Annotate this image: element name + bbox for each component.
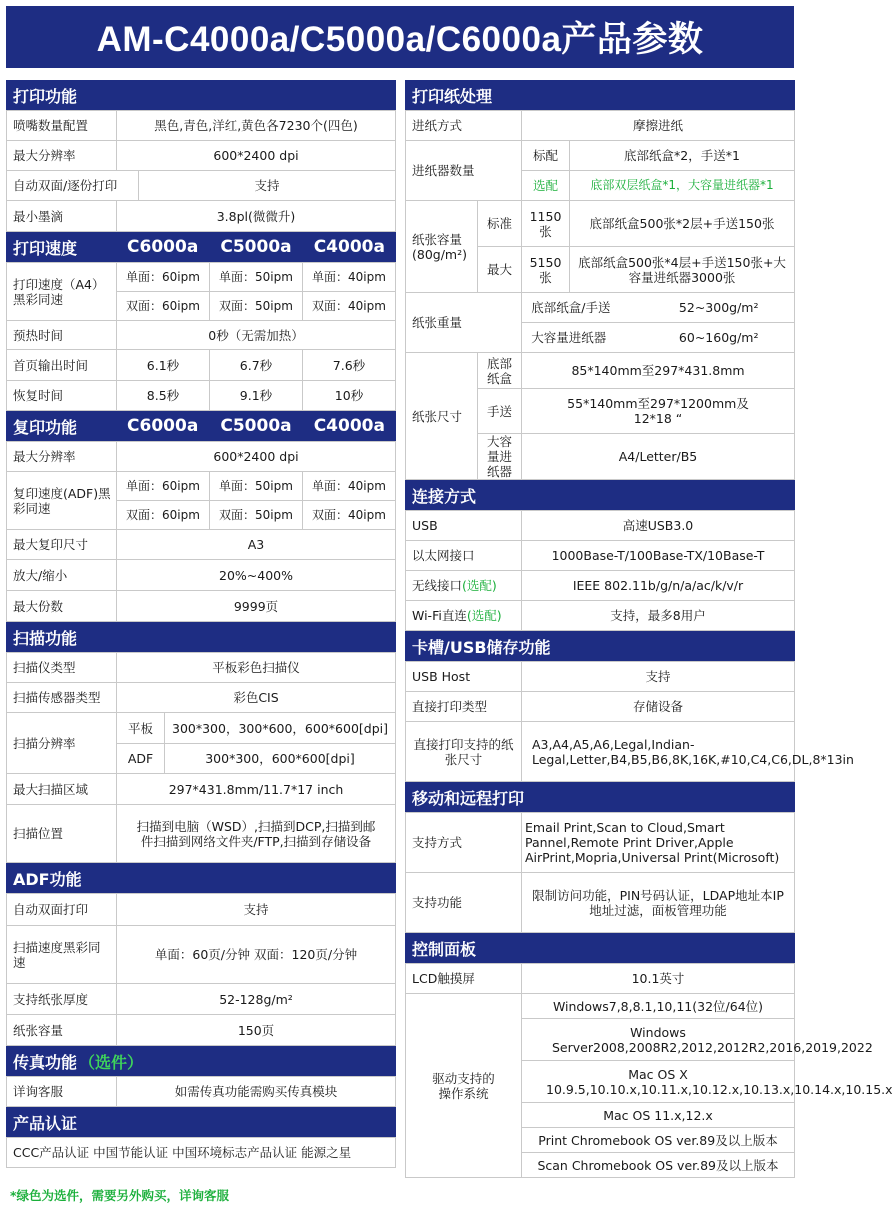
section-header-cert: 产品认证: [6, 1107, 396, 1137]
sub-label: ADF: [117, 744, 165, 774]
paper-table: [405, 110, 795, 480]
label: 最小墨滴: [7, 201, 117, 232]
sub-label: 底部纸盒: [478, 353, 522, 389]
label: 复印速度(ADF)黑彩同速: [7, 472, 117, 530]
cell: 8.5秒: [117, 381, 210, 411]
optional-note: (选配): [466, 608, 502, 623]
label: 扫描仪类型: [7, 653, 117, 683]
value: 85*140mm至297*431.8mm: [522, 353, 795, 389]
value: 10.1英寸: [522, 964, 795, 994]
value: 底部纸盒*2，手送*1: [570, 141, 795, 171]
label: 支持纸张厚度: [7, 984, 117, 1015]
optional-note: (选配): [462, 578, 497, 593]
cell: 双面：50ipm: [210, 501, 303, 530]
cell: 单面：40ipm: [303, 263, 396, 292]
cert-table: [6, 1137, 396, 1168]
cell: 单面：50ipm: [210, 263, 303, 292]
section-header-paper: 打印纸处理: [405, 80, 795, 110]
value: 高速USB3.0: [522, 511, 795, 541]
os-item: Mac OS 11.x,12.x: [522, 1103, 795, 1128]
label-text: 无线接口: [412, 578, 463, 593]
label: 自动双面打印: [7, 894, 117, 926]
fax-table: [6, 1076, 396, 1107]
label: 纸张容量(80g/m²): [406, 201, 478, 293]
value: 支持: [139, 171, 396, 201]
weight-source: 大容量进纸器: [531, 330, 607, 345]
cell: 双面：40ipm: [303, 501, 396, 530]
cell: 单面：60ipm: [117, 472, 210, 501]
value: 扫描到电脑（WSD）,扫描到DCP,扫描到邮件扫描到网络文件夹/FTP,扫描到存储设备: [117, 805, 396, 863]
section-header-copy: [6, 411, 396, 441]
value: 9999页: [117, 591, 396, 622]
value: 支持，最多8用户: [522, 601, 795, 631]
cell: 9.1秒: [210, 381, 303, 411]
label: 最大扫描区域: [7, 774, 117, 805]
section-header-print: 打印功能: [6, 80, 396, 110]
label: 直接打印类型: [406, 692, 522, 722]
cell: 7.6秒: [303, 350, 396, 381]
label: 首页输出时间: [7, 350, 117, 381]
header-title: 传真功能: [13, 1052, 78, 1072]
value: 彩色CIS: [117, 683, 396, 713]
value: 限制访问功能，PIN号码认证，LDAP地址本IP地址过滤，面板管理功能: [522, 873, 795, 933]
label: 扫描速度黑彩同速: [7, 926, 117, 984]
value: A3,A4,A5,A6,Legal,Indian-Legal,Letter,B4,B5,B6,8K,16K,#10,C4,C6,DL,8*13in: [522, 722, 795, 782]
print-table: [6, 110, 396, 232]
label: 自动双面/逐份打印: [7, 171, 139, 201]
value: 底部纸盒500张*2层+手送150张: [570, 201, 795, 247]
label: 纸张容量: [7, 1015, 117, 1046]
label: 以太网接口: [406, 541, 522, 571]
weight-source: 底部纸盒/手送: [531, 300, 611, 315]
mobile-table: [405, 812, 795, 933]
card-table: [405, 661, 854, 782]
value: 1000Base-T/100Base-TX/10Base-T: [522, 541, 795, 571]
sub-label: 最大: [478, 247, 522, 293]
value: 300*300，600*600[dpi]: [165, 744, 396, 774]
label: 最大分辨率: [7, 442, 117, 472]
label: 详询客服: [7, 1077, 117, 1107]
label: 最大份数: [7, 591, 117, 622]
section-header-card: 卡槽/USB储存功能: [405, 631, 795, 661]
header-title: 复印功能: [13, 417, 78, 437]
cell: 10秒: [303, 381, 396, 411]
value: IEEE 802.11b/g/n/a/ac/k/v/r: [522, 571, 795, 601]
sub-label: 手送: [478, 389, 522, 434]
value: A3: [117, 530, 396, 560]
value: 平板彩色扫描仪: [117, 653, 396, 683]
section-header-panel: 控制面板: [405, 933, 795, 963]
cell: 双面：60ipm: [117, 292, 210, 321]
label: 扫描分辨率: [7, 713, 117, 774]
sub-label: 平板: [117, 713, 165, 744]
sub-label: 选配: [522, 171, 570, 201]
model-c5000a: C5000a: [220, 237, 292, 257]
value: 支持: [117, 894, 396, 926]
value: 黑色,青色,洋红,黄色各7230个(四色): [117, 111, 396, 141]
value: 3.8pl(微微升): [117, 201, 396, 232]
value: 150页: [117, 1015, 396, 1046]
value: 单面：60页/分钟 双面：120页/分钟: [117, 926, 396, 984]
copy-table: [6, 441, 396, 622]
label: 进纸器数量: [406, 141, 522, 201]
cell: 6.7秒: [210, 350, 303, 381]
section-header-connect: 连接方式: [405, 480, 795, 510]
model-c5000a: C5000a: [220, 416, 292, 436]
footnote: *绿色为选件，需要另外购买，详询客服: [10, 1188, 230, 1203]
label: 恢复时间: [7, 381, 117, 411]
label: 纸张重量: [406, 293, 522, 353]
value: A4/Letter/B5: [522, 434, 795, 480]
value: 300*300，300*600，600*600[dpi]: [165, 713, 396, 744]
value: [522, 323, 795, 353]
sub-label: 标准: [478, 201, 522, 247]
label: 最大复印尺寸: [7, 530, 117, 560]
cell: 6.1秒: [117, 350, 210, 381]
label: 预热时间: [7, 321, 117, 350]
value: [522, 293, 795, 323]
section-header-print-speed: [6, 232, 396, 262]
label: 放大/缩小: [7, 560, 117, 591]
model-c6000a: C6000a: [127, 237, 199, 257]
weight-range: 52~300g/m²: [678, 300, 759, 315]
value: 如需传真功能需购买传真模块: [117, 1077, 396, 1107]
label: 纸张尺寸: [406, 353, 478, 480]
print-speed-table: [6, 262, 396, 411]
left-column: [6, 80, 396, 1168]
label: 支持功能: [406, 873, 522, 933]
section-header-adf: ADF功能: [6, 863, 396, 893]
cell: 单面：60ipm: [117, 263, 210, 292]
value: 支持: [522, 662, 795, 692]
count: 5150张: [522, 247, 570, 293]
sub-label: 大容量进纸器: [478, 434, 522, 480]
count: 1150张: [522, 201, 570, 247]
label: 进纸方式: [406, 111, 522, 141]
value: 20%~400%: [117, 560, 396, 591]
panel-table: [405, 963, 893, 1178]
value: 摩擦进纸: [522, 111, 795, 141]
cell: 双面：60ipm: [117, 501, 210, 530]
weight-range: 60~160g/m²: [678, 330, 759, 345]
header-title: 打印速度: [13, 238, 78, 258]
adf-table: [6, 893, 396, 1046]
section-header-fax: [6, 1046, 396, 1076]
cell: 双面：40ipm: [303, 292, 396, 321]
label: USB: [406, 511, 522, 541]
os-item: Windows Server2008,2008R2,2012,2012R2,2016,2019,2022: [522, 1019, 795, 1061]
value: 600*2400 dpi: [117, 141, 396, 171]
model-c6000a: C6000a: [127, 416, 199, 436]
os-item: Scan Chromebook OS ver.89及以上版本: [522, 1153, 795, 1178]
value: 0秒（无需加热）: [117, 321, 396, 350]
connect-table: [405, 510, 795, 631]
label: [406, 601, 522, 631]
section-header-scan: 扫描功能: [6, 622, 396, 652]
optional-note: （选件）: [79, 1052, 144, 1072]
label: 最大分辨率: [7, 141, 117, 171]
cell: 单面：40ipm: [303, 472, 396, 501]
value: Email Print,Scan to Cloud,Smart Pannel,Remote Print Driver,Apple AirPrint,Mopria,Universal Print(Microsoft): [522, 813, 795, 873]
scan-table: [6, 652, 396, 863]
label: 打印速度（A4）黑彩同速: [7, 263, 117, 321]
label: 扫描位置: [7, 805, 117, 863]
label: 驱动支持的操作系统: [406, 994, 522, 1178]
label: 喷嘴数量配置: [7, 111, 117, 141]
label: [406, 571, 522, 601]
model-c4000a: C4000a: [313, 237, 385, 257]
section-header-mobile: 移动和远程打印: [405, 782, 795, 812]
cell: 双面：50ipm: [210, 292, 303, 321]
page-title: AM-C4000a/C5000a/C6000a产品参数: [6, 6, 794, 68]
label: 直接打印支持的纸张尺寸: [406, 722, 522, 782]
value: CCC产品认证 中国节能认证 中国环境标志产品认证 能源之星: [7, 1138, 396, 1168]
os-item: Windows7,8,8.1,10,11(32位/64位): [522, 994, 795, 1019]
value: 存储设备: [522, 692, 795, 722]
model-c4000a: C4000a: [313, 416, 385, 436]
value: 底部双层纸盒*1，大容量进纸器*1: [570, 171, 795, 201]
label: LCD触摸屏: [406, 964, 522, 994]
os-item: Mac OS X 10.9.5,10.10.x,10.11.x,10.12.x,10.13.x,10.14.x,10.15.x: [522, 1061, 795, 1103]
sub-label: 标配: [522, 141, 570, 171]
label-text: Wi-Fi直连: [412, 608, 467, 623]
value: 52-128g/m²: [117, 984, 396, 1015]
value: 297*431.8mm/11.7*17 inch: [117, 774, 396, 805]
os-item: Print Chromebook OS ver.89及以上版本: [522, 1128, 795, 1153]
label: 支持方式: [406, 813, 522, 873]
label: USB Host: [406, 662, 522, 692]
cell: 单面：50ipm: [210, 472, 303, 501]
right-column: [405, 80, 893, 1178]
value: 55*140mm至297*1200mm及12*18 “: [522, 389, 795, 434]
value: 底部纸盒500张*4层+手送150张+大容量进纸器3000张: [570, 247, 795, 293]
label: 扫描传感器类型: [7, 683, 117, 713]
value: 600*2400 dpi: [117, 442, 396, 472]
